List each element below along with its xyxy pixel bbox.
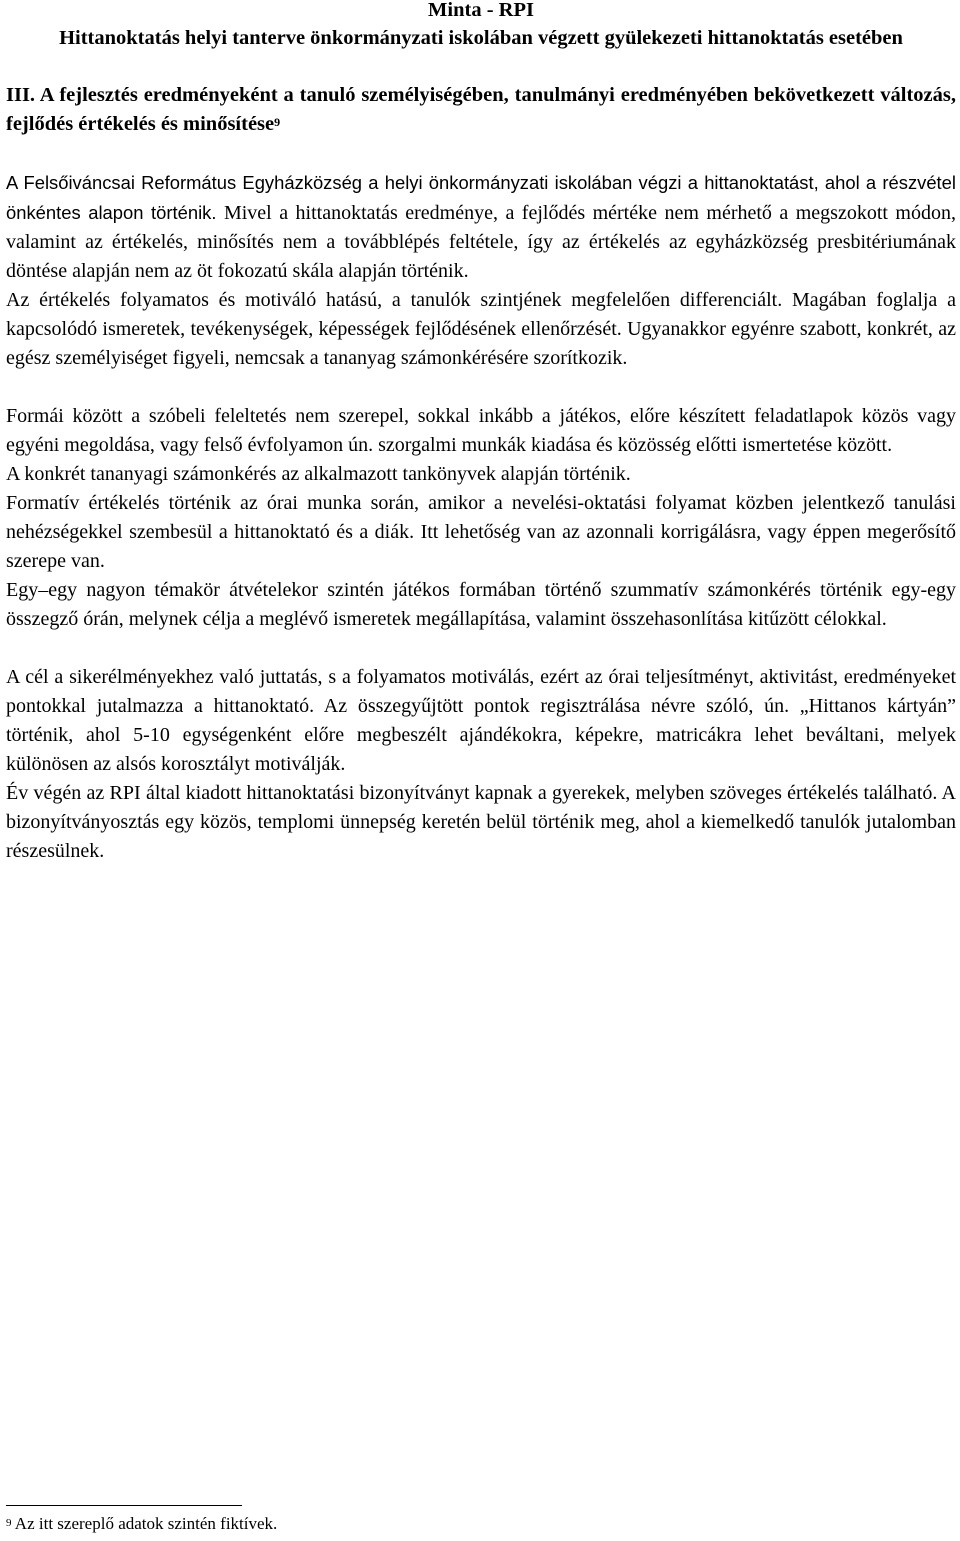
paragraph-3: Formái között a szóbeli feleltetés nem szerepel, sokkal inkább a játékos, előre készített feladatlapok közös vagy egyéni megoldása, vagy felső évfolyamon ún. szorgalmi munkák kiadása és közösség előtti ismertetése között. (6, 405, 956, 456)
paragraph-4: A konkrét tananyagi számonkérés az alkalmazott tankönyvek alapján történik. (6, 463, 631, 485)
paragraph-1 (6, 168, 956, 286)
document-page (6, 0, 956, 866)
paragraph-1-rest: Mivel a hittanoktatás eredménye, a fejlődés mértéke nem mérhető a megszokott módon, valamint az értékelés, minősítés nem a továbblépés feltétele, így az értékelés az egyházközség presbitériumának döntése alapján nem az öt fokozatú skála alapján történik. (6, 202, 956, 282)
paragraph-1-intro: A Felsőiváncsai Református Egyházközség a helyi önkormányzati iskolában végzi a hittanoktatást, ahol a részvétel önkéntes alapon történik. (6, 172, 956, 223)
title-line-2: Hittanoktatás helyi tanterve önkormányzati iskolában végzett gyülekezeti hittanoktatás esetében (59, 27, 903, 49)
paragraph-6: Egy–egy nagyon témakör átvételekor szintén játékos formában történő szummatív számonkérés történik egy-egy összegző órán, melynek célja a meglévő ismeretek megállapítása, valamint összehasonlítása kitűzött célokkal. (6, 579, 956, 630)
title-line-1: Minta - RPI (428, 0, 534, 21)
section-heading-text: III. A fejlesztés eredményeként a tanuló személyiségében, tanulmányi eredményében bekövetkezett változás, fejlődés értékelés és minősítése (6, 84, 956, 135)
paragraph-7: A cél a sikerélményekhez való juttatás, s a folyamatos motiválás, ezért az órai teljesítményt, aktivitást, eredményeket pontokkal jutalmazza a hittanoktató. Az összegyűjtött pontok regisztrálása névre szóló, ún. „Hittanos kártyán” történik, ahol 5-10 egységenként előre megbeszélt ajándékokra, képekre, matricákra lehet beváltani, melyek különösen az alsós korosztályt motiválják. (6, 666, 956, 775)
section-heading (6, 81, 956, 139)
paragraph-gap (6, 634, 956, 663)
footnote-text: Az itt szereplő adatok szintén fiktívek. (11, 1514, 278, 1533)
document-title (6, 0, 956, 52)
paragraph-gap (6, 373, 956, 402)
footnote-separator (6, 1505, 242, 1506)
footnote-reference: 9 (274, 115, 281, 129)
paragraph-8: Év végén az RPI által kiadott hittanoktatási bizonyítványt kapnak a gyerekek, melyben szöveges értékelés található. A bizonyítványosztás egy közös, templomi ünnepség keretén belül történik meg, ahol a kiemelkedő tanulók jutalomban részesülnek. (6, 782, 956, 862)
paragraph-5: Formatív értékelés történik az órai munka során, amikor a nevelési-oktatási folyamat közben jelentkező tanulási nehézségekkel szembesül a hittanoktató és a diák. Itt lehetőség van az azonnali korrigálásra, vagy éppen megerősítő szerepe van. (6, 492, 956, 572)
footnote (6, 1513, 277, 1535)
paragraph-2: Az értékelés folyamatos és motiváló hatású, a tanulók szintjének megfelelően differenciált. Magában foglalja a kapcsolódó ismeretek, tevékenységek, képességek fejlődésének ellenőrzését. Ugyanakkor egyénre szabott, konkrét, az egész személyiséget figyeli, nemcsak a tananyag számonkérésére szorítkozik. (6, 289, 956, 369)
footnote-number: 9 (6, 1517, 12, 1529)
